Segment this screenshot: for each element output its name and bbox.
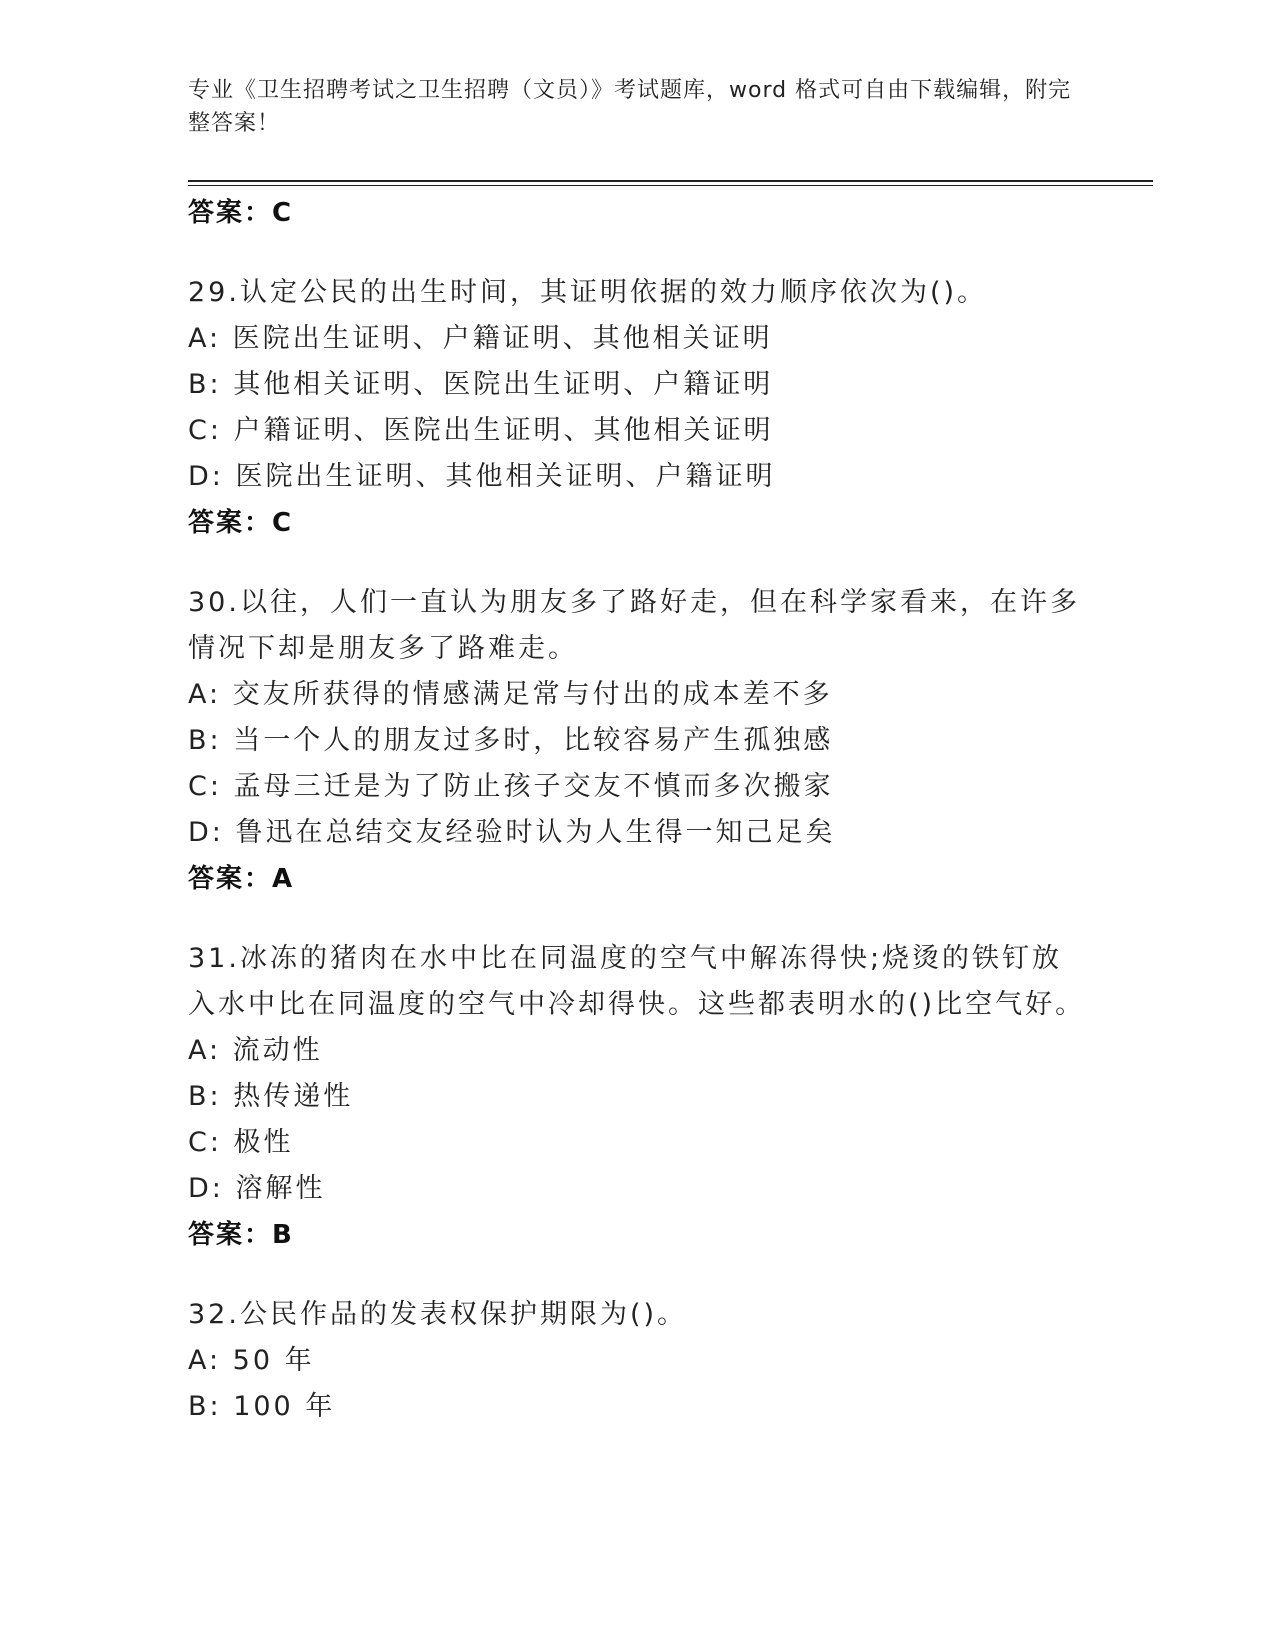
answer-line: 答案：C	[188, 198, 294, 228]
answer-line: 答案：B	[188, 1220, 294, 1250]
header-divider-thin	[188, 185, 1153, 186]
option-c: C: 孟母三迁是为了防止孩子交友不慎而多次搬家	[188, 771, 834, 802]
option-a: A: 交友所获得的情感满足常与付出的成本差不多	[188, 679, 833, 710]
option-c: C: 极性	[188, 1127, 294, 1158]
header-divider	[188, 180, 1153, 182]
question-30	[188, 580, 1088, 902]
option-b: B: 热传递性	[188, 1081, 354, 1112]
question-stem: 31.冰冻的猪肉在水中比在同温度的空气中解冻得快;烧烫的铁钉放入水中比在同温度的空气中冷却得快。这些都表明水的()比空气好。	[188, 943, 1086, 1020]
question-32	[188, 1292, 1088, 1430]
option-b: B: 100 年	[188, 1391, 336, 1422]
option-b: B: 当一个人的朋友过多时，比较容易产生孤独感	[188, 725, 834, 756]
option-d: D: 医院出生证明、其他相关证明、户籍证明	[188, 461, 776, 492]
question-29	[188, 270, 1088, 546]
question-stem: 30.以往，人们一直认为朋友多了路好走，但在科学家看来，在许多情况下却是朋友多了路难走。	[188, 587, 1080, 664]
option-c: C: 户籍证明、医院出生证明、其他相关证明	[188, 415, 774, 446]
document-header: 专业《卫生招聘考试之卫生招聘（文员）》考试题库，word 格式可自由下载编辑，附完整答案！	[188, 78, 1072, 136]
question-stem: 29.认定公民的出生时间，其证明依据的效力顺序依次为()。	[188, 277, 988, 308]
question-31	[188, 936, 1088, 1258]
answer-line: 答案：C	[188, 508, 294, 538]
option-d: D: 溶解性	[188, 1173, 326, 1204]
question-list	[188, 190, 1088, 1430]
answer-line: 答案：A	[188, 864, 295, 894]
option-a: A: 医院出生证明、户籍证明、其他相关证明	[188, 323, 773, 354]
option-d: D: 鲁迅在总结交友经验时认为人生得一知己足矣	[188, 817, 836, 848]
option-b: B: 其他相关证明、医院出生证明、户籍证明	[188, 369, 774, 400]
option-a: A: 流动性	[188, 1035, 323, 1066]
question-stem: 32.公民作品的发表权保护期限为()。	[188, 1299, 688, 1330]
option-a: A: 50 年	[188, 1345, 315, 1376]
